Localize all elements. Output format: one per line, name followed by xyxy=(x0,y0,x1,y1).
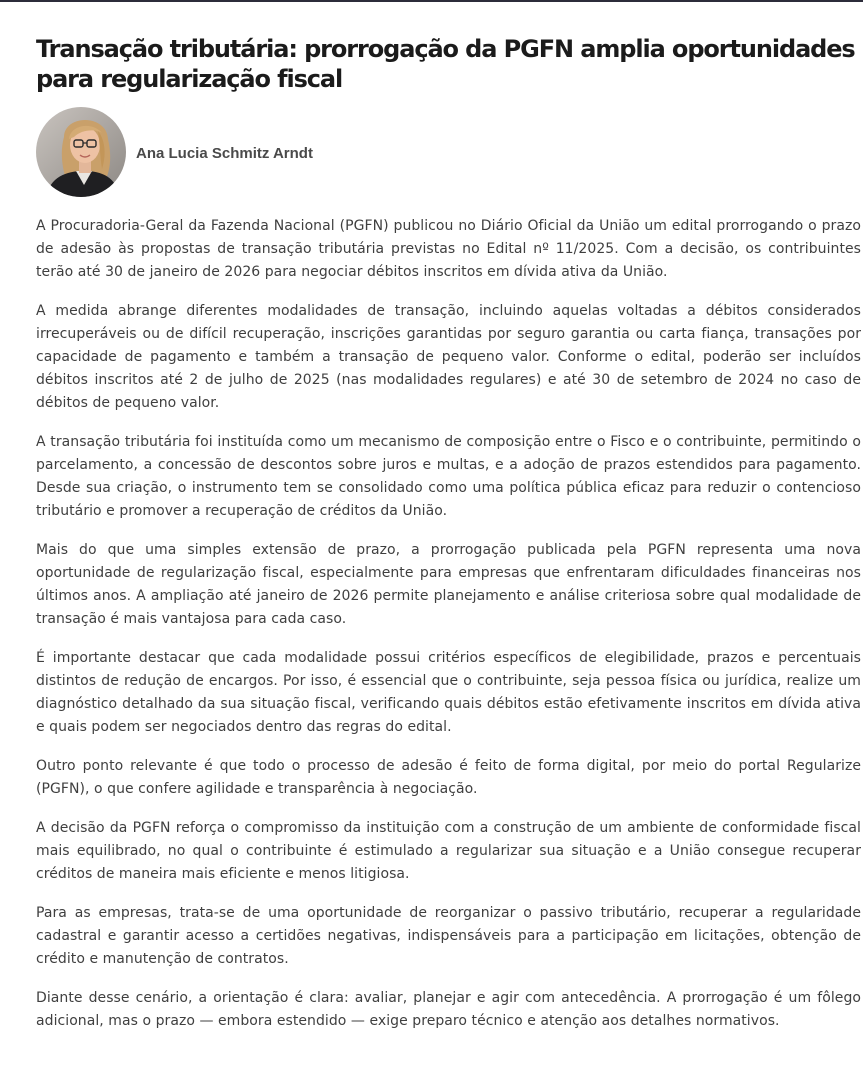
top-divider xyxy=(0,0,863,2)
author-name: Ana Lucia Schmitz Arndt xyxy=(136,144,313,162)
paragraph-6: Outro ponto relevante é que todo o processo de adesão é feito de forma digital, por meio do portal Regularize (PGFN), o que confere agilidade e transparência à negociação. xyxy=(36,758,861,797)
paragraph-1: A Procuradoria-Geral da Fazenda Nacional (PGFN) publicou no Diário Oficial da União um edital prorrogando o prazo de adesão às propostas de transação tributária previstas no Edital nº 11/2025. Com a decisão, os contribuintes terão até 30 de janeiro de 2026 para negociar débitos inscritos em dívida ativa da União. xyxy=(36,218,861,280)
author-avatar xyxy=(36,107,126,197)
author-photo-icon xyxy=(36,107,126,197)
paragraph-8: Para as empresas, trata-se de uma oportunidade de reorganizar o passivo tributário, recuperar a regularidade cadastral e garantir acesso a certidões negativas, indispensáveis para a participação em licitações, obtenção de crédito e manutenção de contratos. xyxy=(36,905,861,967)
paragraph-9: Diante desse cenário, a orientação é clara: avaliar, planejar e agir com antecedência. A prorrogação é um fôlego adicional, mas o prazo — embora estendido — exige preparo técnico e atenção aos detalhes normativos. xyxy=(36,990,861,1029)
article-body xyxy=(36,215,861,1033)
article-title: Transação tributária: prorrogação da PGFN amplia oportunidades para regularização fiscal xyxy=(36,35,855,93)
paragraph-5: É importante destacar que cada modalidade possui critérios específicos de elegibilidade, prazos e percentuais distintos de redução de encargos. Por isso, é essencial que o contribuinte, seja pessoa física ou jurídica, realize um diagnóstico detalhado da sua situação fiscal, verificando quais débitos estão efetivamente inscritos em dívida ativa e quais podem ser negociados dentro das regras do edital. xyxy=(36,650,861,735)
paragraph-4: Mais do que uma simples extensão de prazo, a prorrogação publicada pela PGFN representa uma nova oportunidade de regularização fiscal, especialmente para empresas que enfrentaram dificuldades financeiras nos últimos anos. A ampliação até janeiro de 2026 permite planejamento e análise criteriosa sobre qual modalidade de transação é mais vantajosa para cada caso. xyxy=(36,542,861,627)
paragraph-7: A decisão da PGFN reforça o compromisso da instituição com a construção de um ambiente de conformidade fiscal mais equilibrado, no qual o contribuinte é estimulado a regularizar sua situação e a União consegue recuperar créditos de maneira mais eficiente e menos litigiosa. xyxy=(36,820,861,882)
paragraph-3: A transação tributária foi instituída como um mecanismo de composição entre o Fisco e o contribuinte, permitindo o parcelamento, a concessão de descontos sobre juros e multas, e a adoção de prazos estendidos para pagamento. Desde sua criação, o instrumento tem se consolidado como uma política pública eficaz para reduzir o contencioso tributário e promover a recuperação de créditos da União. xyxy=(36,434,861,519)
paragraph-2: A medida abrange diferentes modalidades de transação, incluindo aquelas voltadas a débitos considerados irrecuperáveis ou de difícil recuperação, inscrições garantidas por seguro garantia ou carta fiança, transações por capacidade de pagamento e também a transação de pequeno valor. Conforme o edital, poderão ser incluídos débitos inscritos até 2 de julho de 2025 (nas modalidades regulares) e até 30 de setembro de 2024 no caso de débitos de pequeno valor. xyxy=(36,303,861,411)
author-block xyxy=(36,106,861,198)
article xyxy=(36,34,861,1049)
